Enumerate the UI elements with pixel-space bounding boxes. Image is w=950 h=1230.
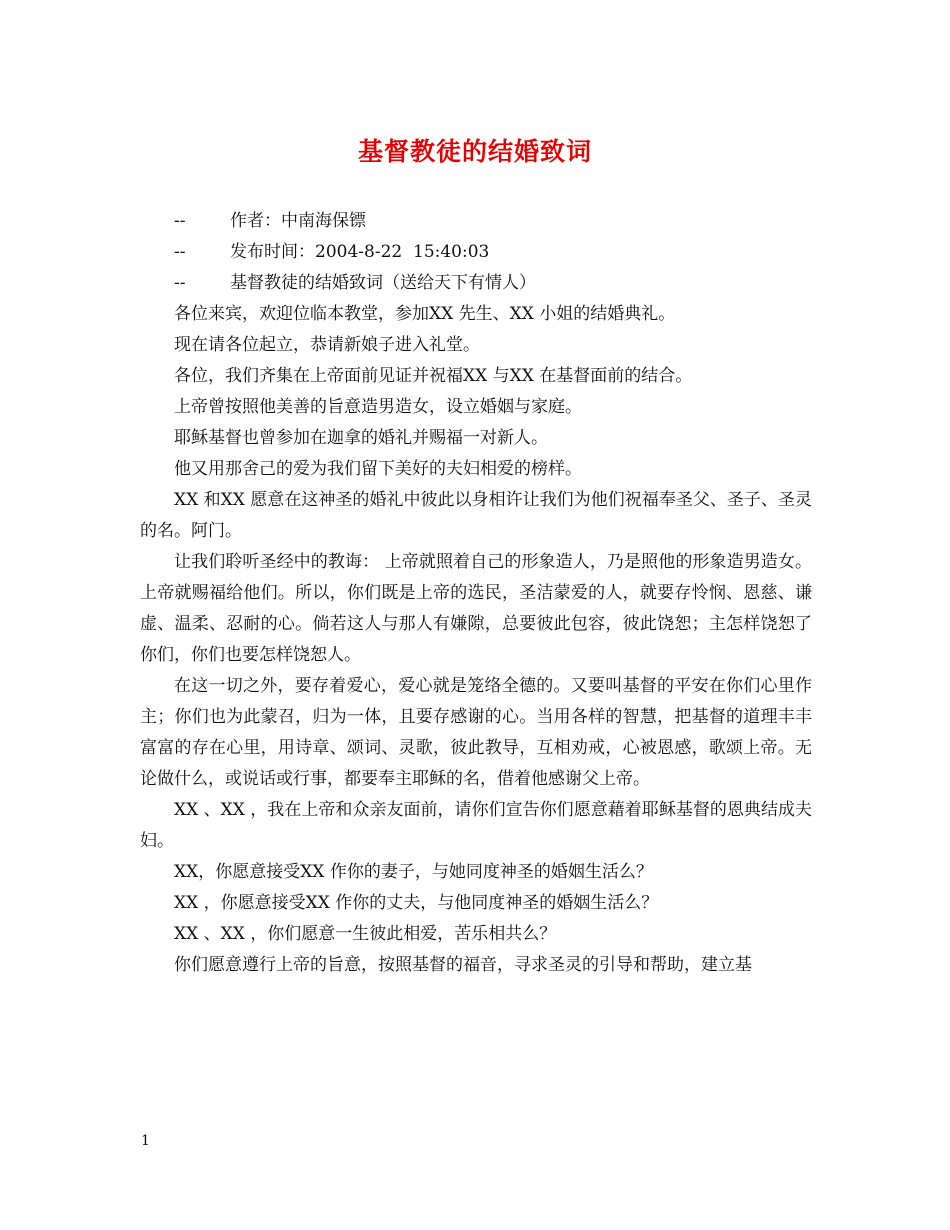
paragraph: XX ，你愿意接受XX 作你的丈夫，与他同度神圣的婚姻生活么？ [174,893,659,913]
meta-subtitle [140,268,812,299]
meta-author [140,206,812,237]
paragraph: XX 和XX 愿意在这神圣的婚礼中彼此以身相许让我们为他们祝福奉圣父、圣子、圣灵的名。阿门。 [140,490,812,541]
document-body [140,206,812,981]
paragraph: 耶稣基督也曾参加在迦拿的婚礼并赐福一对新人。 [174,428,548,448]
meta-dash: -- [174,273,186,293]
paragraph: 上帝曾按照他美善的旨意造男造女，设立婚姻与家庭。 [174,397,582,417]
paragraph: 你们愿意遵行上帝的旨意，按照基督的福音，寻求圣灵的引导和帮助，建立基 [174,955,752,975]
paragraph: 各位，我们齐集在上帝面前见证并祝福XX 与XX 在基督面前的结合。 [174,366,693,386]
paragraph: 现在请各位起立，恭请新娘子进入礼堂。 [174,335,480,355]
document-title: 基督教徒的结婚致词 [357,137,592,166]
meta-text: 作者：中南海保镖 [230,211,366,231]
paragraph: XX 、XX ，我在上帝和众亲友面前，请你们宣告你们愿意藉着耶稣基督的恩典结成夫妇。 [140,800,812,851]
paragraph: 各位来宾，欢迎位临本教堂，参加XX 先生、XX 小姐的结婚典礼。 [174,304,676,324]
meta-dash: -- [174,242,186,262]
meta-dash: -- [174,211,186,231]
paragraph: 他又用那舍己的爱为我们留下美好的夫妇相爱的榜样。 [174,459,582,479]
page-number: 1 [141,1133,150,1149]
meta-text: 基督教徒的结婚致词（送给天下有情人） [230,273,536,293]
paragraph: XX，你愿意接受XX 作你的妻子，与她同度神圣的婚姻生活么？ [174,862,653,882]
paragraph: 在这一切之外，要存着爱心，爱心就是笼络全德的。又要叫基督的平安在你们心里作主；你们也为此蒙召，归为一体，且要存感谢的心。当用各样的智慧，把基督的道理丰丰富富的存在心里，用诗章、颂词、灵歌，彼此教导，互相劝戒，心被恩感，歌颂上帝。无论做什么，或说话或行事，都要奉主耶稣的名，借着他感谢父上帝。 [140,676,812,789]
meta-publish-time [140,237,812,268]
paragraph: 让我们聆听圣经中的教诲： 上帝就照着自己的形象造人，乃是照他的形象造男造女。上帝就赐福给他们。所以，你们既是上帝的选民，圣洁蒙爱的人，就要存怜悯、恩慈、谦虚、温柔、忍耐的心。倘若这人与那人有嫌隙，总要彼此包容，彼此饶恕；主怎样饶恕了你们，你们也要怎样饶恕人。 [140,552,812,665]
paragraph: XX 、XX ，你们愿意一生彼此相爱，苦乐相共么？ [174,924,557,944]
meta-text: 发布时间：2004-8-22 15:40:03 [230,242,490,262]
